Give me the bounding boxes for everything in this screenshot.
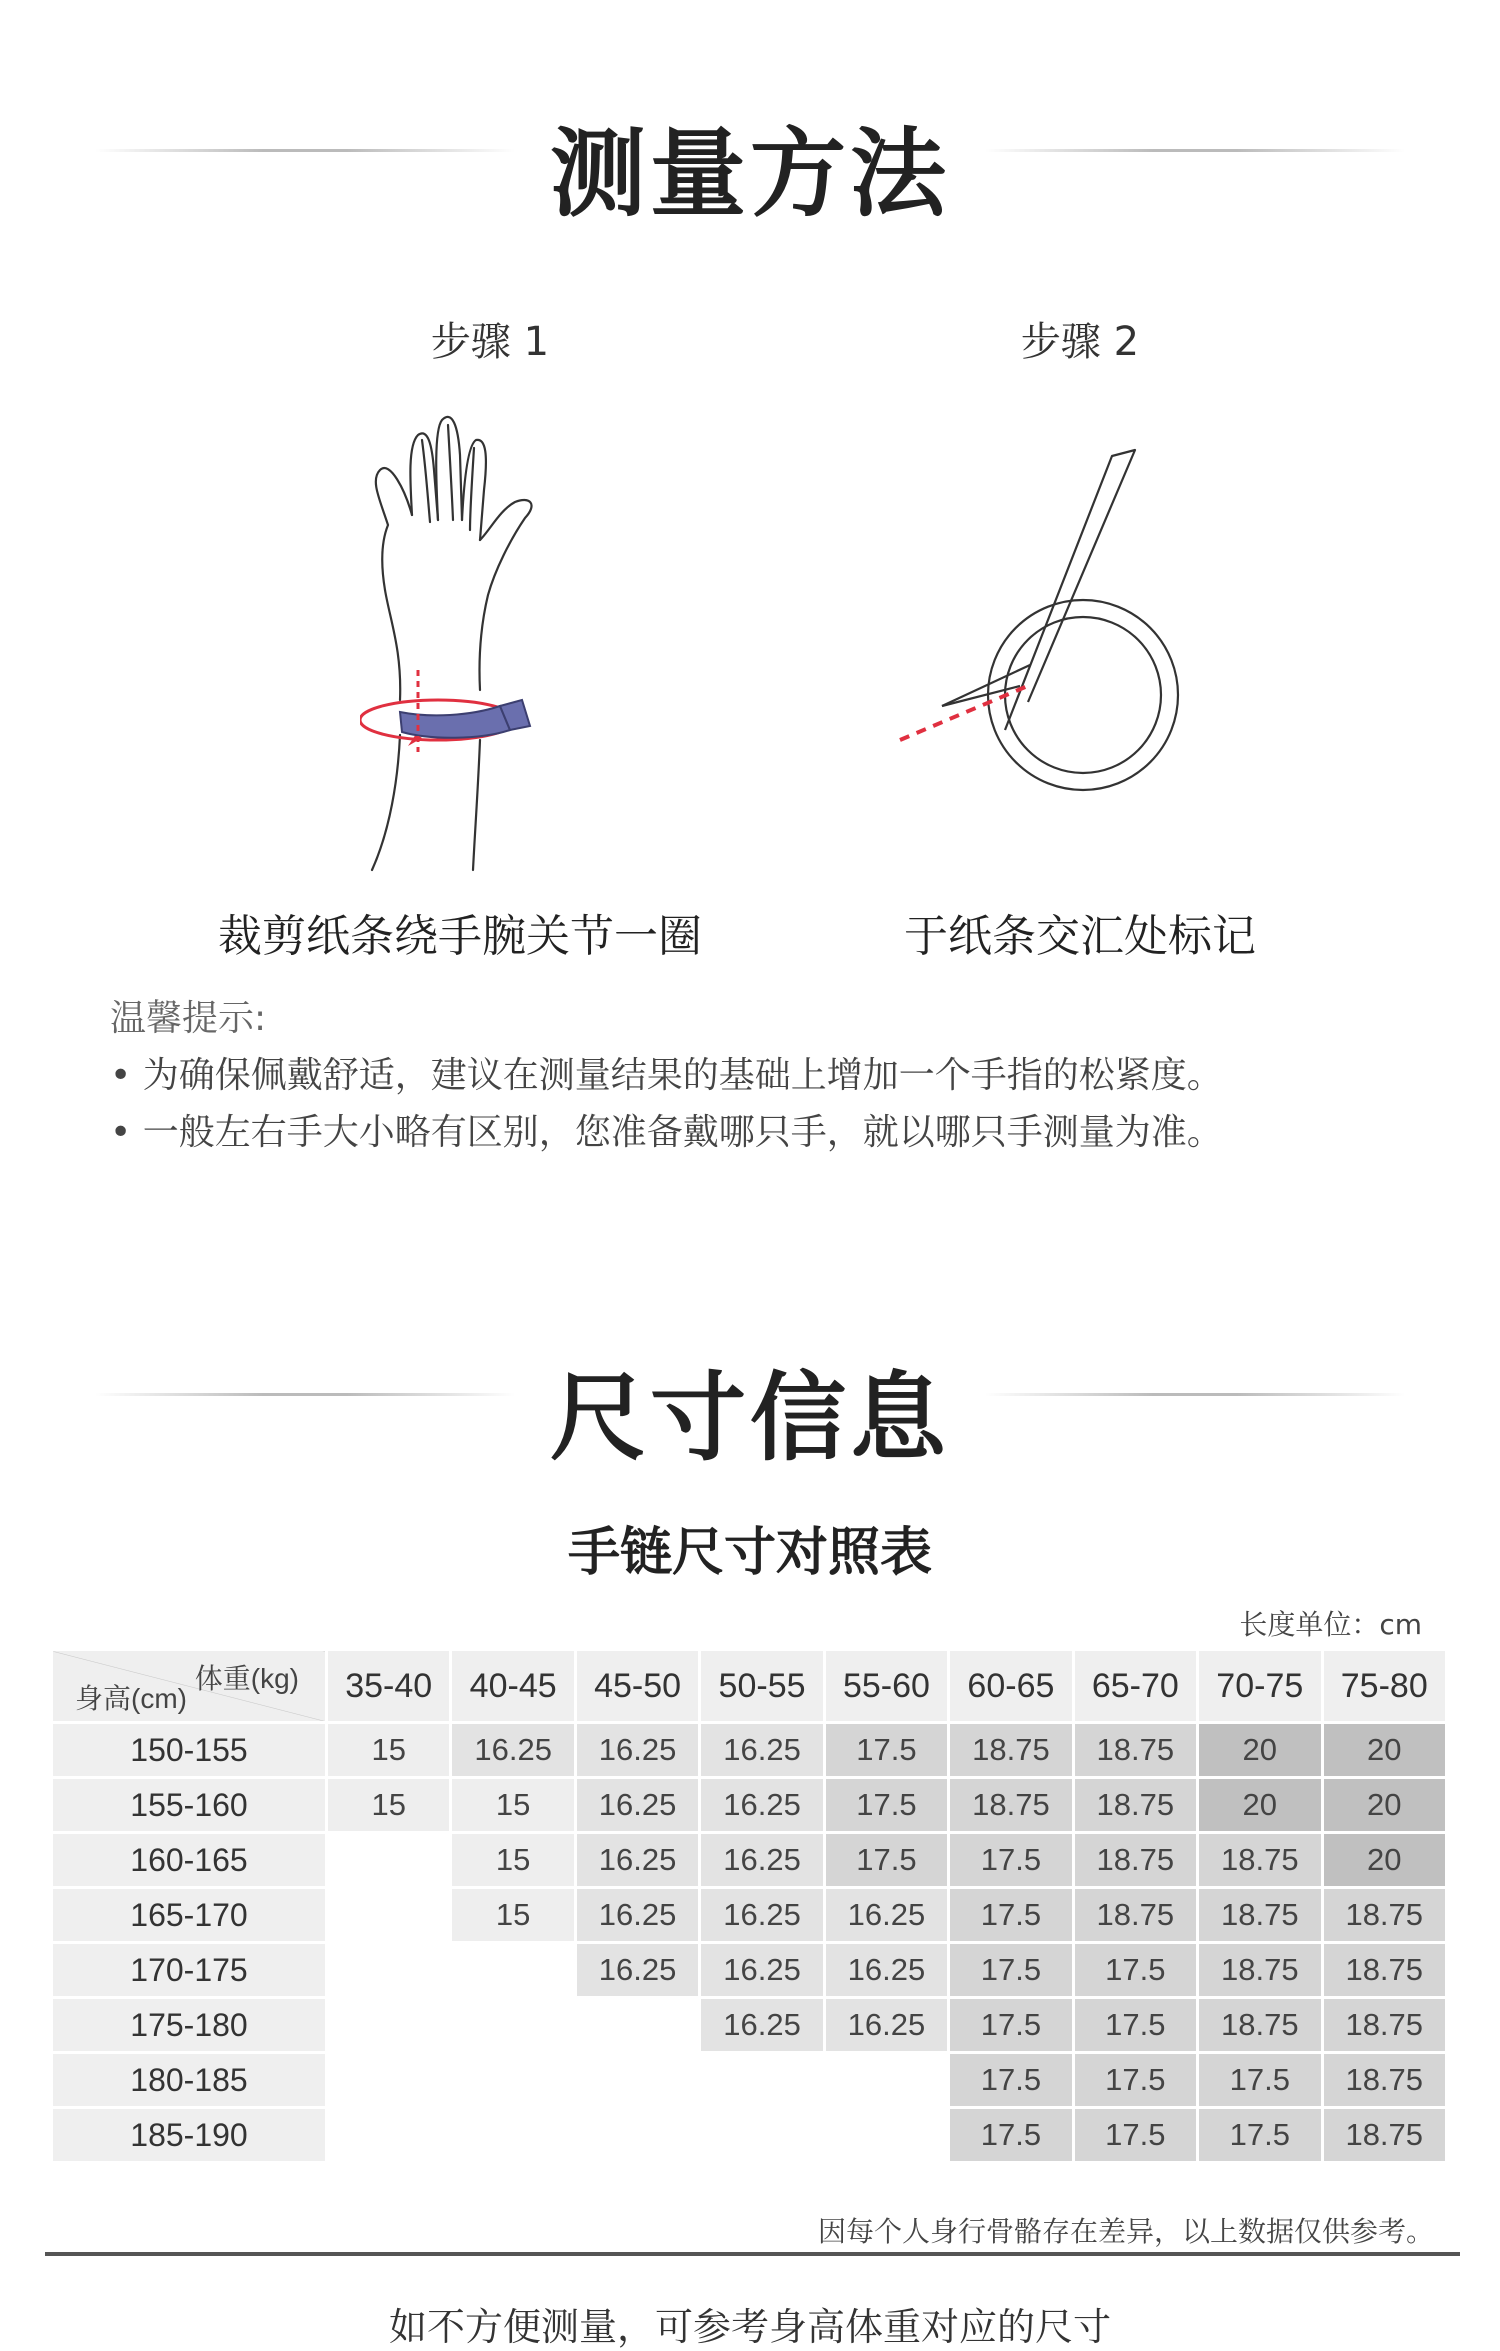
step1-caption: 裁剪纸条绕手腕关节一圈 — [218, 911, 702, 962]
size-cell: 17.5 — [949, 1998, 1073, 2053]
size-cell: 15 — [451, 1833, 575, 1888]
size-cell — [451, 2108, 575, 2163]
step2-label: 步骤 2 — [1020, 319, 1140, 365]
height-row-header: 150-155 — [52, 1723, 327, 1778]
step1-label: 步骤 1 — [430, 319, 550, 365]
size-cell: 17.5 — [949, 1943, 1073, 1998]
size-table-title: 手链尺寸对照表 — [567, 1523, 932, 1583]
size-cell — [575, 2108, 699, 2163]
table-row — [52, 1943, 1447, 1998]
size-cell — [575, 1998, 699, 2053]
height-row-header: 165-170 — [52, 1888, 327, 1943]
table-row — [52, 2108, 1447, 2163]
size-cell: 18.75 — [1322, 2053, 1447, 2108]
size-cell — [700, 2053, 824, 2108]
weight-column-header: 65-70 — [1073, 1650, 1197, 1723]
size-cell: 20 — [1322, 1833, 1447, 1888]
size-cell: 16.25 — [824, 1998, 948, 2053]
size-cell: 18.75 — [1322, 1998, 1447, 2053]
size-cell: 20 — [1198, 1723, 1322, 1778]
size-cell — [451, 2053, 575, 2108]
tips-block — [110, 990, 1223, 1161]
size-cell: 20 — [1322, 1778, 1447, 1833]
tips-title: 温馨提示: — [110, 998, 267, 1039]
size-cell: 17.5 — [1073, 2108, 1197, 2163]
size-cell — [700, 2108, 824, 2163]
size-cell: 16.25 — [700, 1943, 824, 1998]
size-cell: 17.5 — [1073, 1943, 1197, 1998]
height-row-header: 185-190 — [52, 2108, 327, 2163]
size-cell: 18.75 — [1073, 1723, 1197, 1778]
size-info-title: 尺寸信息 — [550, 1362, 950, 1474]
size-cell — [327, 2108, 451, 2163]
size-cell: 17.5 — [949, 1833, 1073, 1888]
size-cell: 20 — [1198, 1778, 1322, 1833]
size-cell: 16.25 — [700, 1778, 824, 1833]
size-cell — [327, 2053, 451, 2108]
size-cell — [575, 2053, 699, 2108]
size-chart-table — [50, 1648, 1448, 2164]
size-cell — [451, 1943, 575, 1998]
size-cell: 17.5 — [949, 2053, 1073, 2108]
size-cell — [327, 1888, 451, 1943]
size-cell: 18.75 — [949, 1723, 1073, 1778]
size-cell: 16.25 — [700, 1723, 824, 1778]
size-cell — [824, 2053, 948, 2108]
table-row — [52, 1888, 1447, 1943]
height-row-header: 180-185 — [52, 2053, 327, 2108]
table-row — [52, 1723, 1447, 1778]
size-cell: 18.75 — [1073, 1833, 1197, 1888]
height-row-header: 160-165 — [52, 1833, 327, 1888]
size-cell: 16.25 — [575, 1778, 699, 1833]
weight-column-header: 50-55 — [700, 1650, 824, 1723]
paper-strip-illustration — [880, 430, 1240, 850]
size-cell: 17.5 — [1073, 1998, 1197, 2053]
size-cell — [824, 2108, 948, 2163]
size-cell: 16.25 — [700, 1833, 824, 1888]
size-cell: 16.25 — [575, 1723, 699, 1778]
size-cell: 18.75 — [1322, 1888, 1447, 1943]
footer-partial-text: 如不方便测量，可参考身高体重对应的尺寸 — [388, 2305, 1111, 2349]
disclaimer-note: 因每个人身行骨骼存在差异，以上数据仅供参考。 — [817, 2215, 1434, 2248]
size-cell: 17.5 — [949, 1888, 1073, 1943]
size-cell: 18.75 — [1073, 1778, 1197, 1833]
weight-column-header: 40-45 — [451, 1650, 575, 1723]
unit-note: 长度单位：cm — [1239, 1608, 1422, 1641]
size-cell: 17.5 — [949, 2108, 1073, 2163]
size-cell: 17.5 — [824, 1723, 948, 1778]
size-cell — [327, 1998, 451, 2053]
weight-column-header: 55-60 — [824, 1650, 948, 1723]
height-row-header: 175-180 — [52, 1998, 327, 2053]
height-row-header: 155-160 — [52, 1778, 327, 1833]
weight-column-header: 75-80 — [1322, 1650, 1447, 1723]
weight-column-header: 60-65 — [949, 1650, 1073, 1723]
size-cell — [327, 1943, 451, 1998]
size-cell: 18.75 — [1198, 1888, 1322, 1943]
size-cell: 17.5 — [824, 1833, 948, 1888]
size-cell: 16.25 — [700, 1888, 824, 1943]
tip-item: • 一般左右手大小略有区别，您准备戴哪只手，就以哪只手测量为准。 — [110, 1104, 1223, 1161]
size-cell: 15 — [451, 1888, 575, 1943]
size-cell: 18.75 — [1198, 1998, 1322, 2053]
size-cell: 17.5 — [1198, 2053, 1322, 2108]
table-corner-cell — [52, 1650, 327, 1723]
table-row — [52, 2053, 1447, 2108]
size-cell: 20 — [1322, 1723, 1447, 1778]
title-rule-right — [985, 1393, 1405, 1396]
size-cell: 18.75 — [1073, 1888, 1197, 1943]
size-cell — [327, 1833, 451, 1888]
hand-wrist-illustration — [360, 400, 640, 880]
size-cell: 15 — [327, 1723, 451, 1778]
size-cell: 17.5 — [824, 1778, 948, 1833]
size-cell: 15 — [451, 1778, 575, 1833]
size-cell: 16.25 — [575, 1833, 699, 1888]
size-cell: 17.5 — [1073, 2053, 1197, 2108]
corner-height-label: 身高(cm) — [75, 1683, 187, 1714]
table-row — [52, 1998, 1447, 2053]
size-cell: 15 — [327, 1778, 451, 1833]
table-row — [52, 1833, 1447, 1888]
size-cell: 18.75 — [1198, 1943, 1322, 1998]
size-cell: 18.75 — [949, 1778, 1073, 1833]
size-cell: 16.25 — [824, 1943, 948, 1998]
size-cell: 16.25 — [824, 1888, 948, 1943]
size-cell: 16.25 — [575, 1943, 699, 1998]
weight-column-header: 35-40 — [327, 1650, 451, 1723]
size-cell: 16.25 — [700, 1998, 824, 2053]
table-header-row — [52, 1650, 1447, 1723]
weight-column-header: 70-75 — [1198, 1650, 1322, 1723]
size-cell: 16.25 — [575, 1888, 699, 1943]
table-row — [52, 1778, 1447, 1833]
title-rule-right — [985, 149, 1405, 152]
size-table-body — [52, 1723, 1447, 2163]
step2-caption: 于纸条交汇处标记 — [904, 911, 1256, 962]
size-cell — [451, 1998, 575, 2053]
size-cell: 18.75 — [1322, 2108, 1447, 2163]
height-row-header: 170-175 — [52, 1943, 327, 1998]
size-cell: 17.5 — [1198, 2108, 1322, 2163]
size-cell: 18.75 — [1322, 1943, 1447, 1998]
corner-weight-label: 体重(kg) — [194, 1663, 299, 1694]
weight-column-header: 45-50 — [575, 1650, 699, 1723]
size-cell: 16.25 — [451, 1723, 575, 1778]
measure-title: 测量方法 — [550, 118, 950, 230]
tip-item: • 为确保佩戴舒适，建议在测量结果的基础上增加一个手指的松紧度。 — [110, 1047, 1223, 1104]
size-cell: 18.75 — [1198, 1833, 1322, 1888]
bottom-divider — [45, 2252, 1460, 2256]
